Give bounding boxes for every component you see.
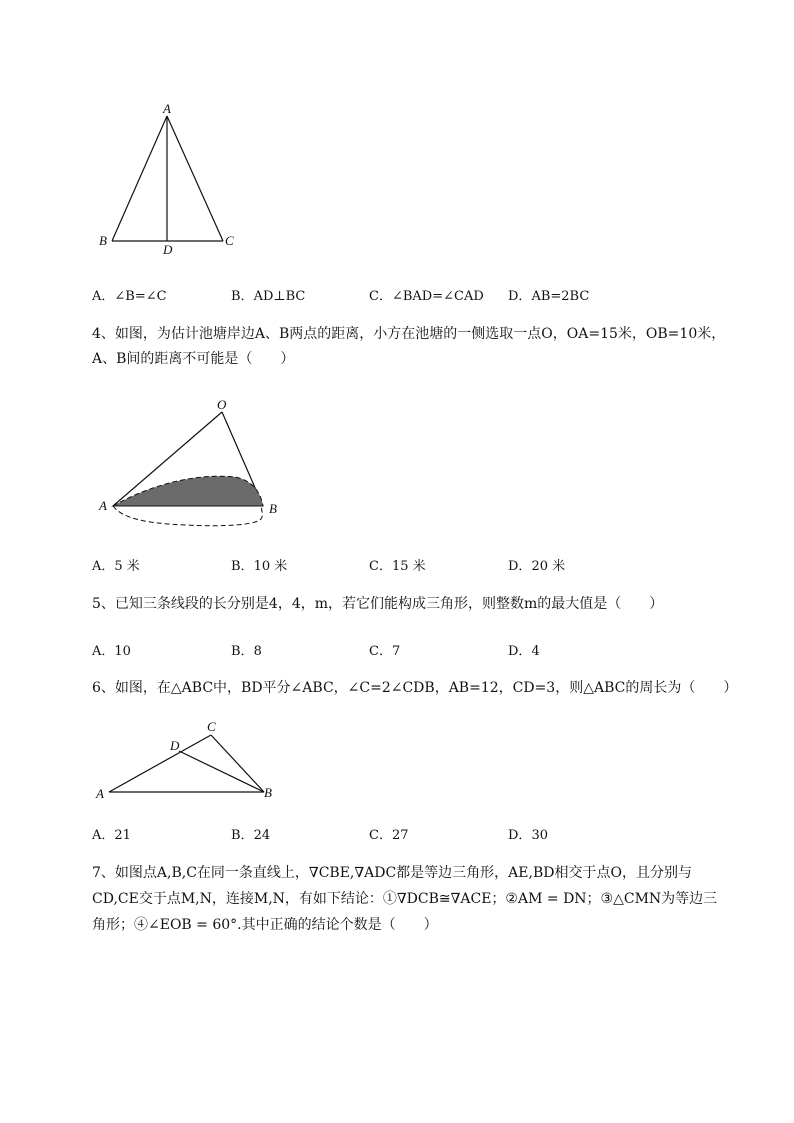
q5-option-d: D．4 — [508, 644, 540, 659]
segment-ac — [109, 735, 211, 792]
q4-option-b: B．10 米 — [231, 559, 288, 574]
label-d: D — [163, 242, 173, 257]
label-d: D — [170, 738, 180, 753]
figure-triangle-abc-altitude — [95, 100, 245, 260]
q5-text: 5、已知三条线段的长分别是4，4，m，若它们能构成三角形，则整数m的最大值是（ ） — [92, 596, 664, 612]
segment-ac — [167, 116, 223, 241]
label-c: C — [225, 233, 234, 248]
q4-option-c: C．15 米 — [369, 559, 426, 574]
label-a: A — [96, 786, 104, 801]
label-a: A — [99, 498, 107, 513]
segment-bc — [211, 735, 264, 792]
pond-lower-boundary — [113, 506, 263, 526]
figure-pond — [95, 395, 295, 535]
q3-option-d: D．AB=2BC — [508, 289, 590, 304]
q4-option-a: A．5 米 — [92, 559, 140, 574]
segment-bd — [179, 751, 264, 792]
q3-option-a: A．∠B=∠C — [92, 289, 167, 304]
q6-text: 6、如图，在△ABC中，BD平分∠ABC，∠C=2∠CDB，AB=12，CD=3，则△ABC的周长为（ ） — [92, 680, 738, 696]
label-b: B — [264, 785, 272, 800]
q7-text-line2: CD,CE交于点M,N，连接M,N，有如下结论：①∇DCB≅∇ACE；②AM = DN；③△CMN为等边三 — [92, 891, 718, 907]
q5-option-a: A．10 — [92, 644, 131, 659]
q7-text-line3: 角形；④∠EOB = 60°.其中正确的结论个数是（ ） — [92, 917, 438, 933]
q4-text-line2: A、B间的距离不可能是（ ） — [92, 351, 295, 367]
q6-option-b: B．24 — [231, 828, 271, 843]
label-c: C — [207, 719, 216, 734]
q4-option-d: D．20 米 — [508, 559, 566, 574]
figure-triangle-bisector — [92, 715, 292, 805]
label-b: B — [99, 233, 107, 248]
q6-option-d: D．30 — [508, 828, 548, 843]
pond-shaded-region — [113, 476, 263, 506]
q3-option-c: C．∠BAD=∠CAD — [369, 289, 484, 304]
label-a: A — [163, 101, 171, 116]
q7-text-line1: 7、如图点A,B,C在同一条直线上，∇CBE,∇ADC都是等边三角形，AE,BD相交于点O，且分别与 — [92, 865, 692, 881]
q5-option-c: C．7 — [369, 644, 401, 659]
q4-text-line1: 4、如图，为估计池塘岸边A、B两点的距离，小方在池塘的一侧选取一点O，OA=15米，OB=10米， — [92, 326, 726, 342]
q6-option-a: A．21 — [92, 828, 131, 843]
q3-option-b: B．AD⊥BC — [231, 289, 306, 304]
label-b: B — [269, 501, 277, 516]
q6-option-c: C．27 — [369, 828, 409, 843]
label-o: O — [217, 397, 227, 412]
segment-ab — [112, 116, 167, 241]
q5-option-b: B．8 — [231, 644, 262, 659]
